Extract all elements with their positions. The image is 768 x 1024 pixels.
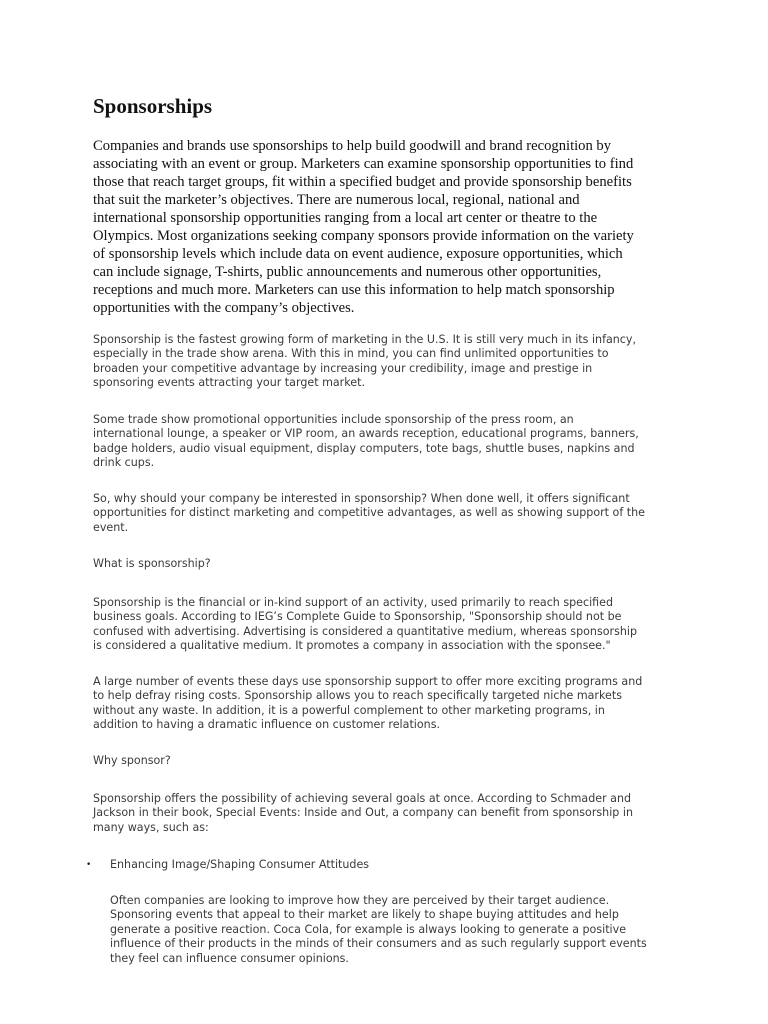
text-line: confused with advertising. Advertising is considered a quantitative medium, whereas sponsorship <box>93 624 638 638</box>
text-line: addition to having a dramatic influence on customer relations. <box>93 718 440 732</box>
goals-paragraph <box>93 792 683 835</box>
intro-paragraph <box>93 137 681 317</box>
text-line: international lounge, a speaker or VIP room, an awards reception, educational programs, banners, <box>93 427 639 441</box>
list-item <box>86 858 683 872</box>
text-line: to help defray rising costs. Sponsorship allows you to reach specifically targeted niche markets <box>93 689 622 703</box>
what-is-sponsorship-heading <box>93 557 683 571</box>
text-line: drink cups. <box>93 456 155 470</box>
text-line: international sponsorship opportunities ranging from a local art center or theatre to the <box>93 210 598 226</box>
text-line: sponsoring events attracting your target market. <box>93 376 365 390</box>
text-line: especially in the trade show arena. With this in mind, you can find unlimited opportunities to <box>93 347 609 361</box>
why-interested-paragraph <box>93 492 683 535</box>
heading-text: What is sponsorship? <box>93 557 211 570</box>
text-line: badge holders, audio visual equipment, display computers, tote bags, shuttle buses, napkins and <box>93 441 635 455</box>
text-line: without any waste. In addition, it is a powerful complement to other marketing programs, in <box>93 703 605 717</box>
page-title: Sponsorships <box>93 94 213 118</box>
text-line: opportunities for distinct marketing and competitive advantages, as well as showing support of the <box>93 506 645 520</box>
text-line: generate a positive reaction. Coca Cola, for example is always looking to generate a positive <box>110 922 627 936</box>
text-line: those that reach target groups, fit within a specified budget and provide sponsorship benefits <box>93 174 632 190</box>
fastest-growing-paragraph <box>93 333 683 391</box>
bullet-icon: • <box>86 860 92 870</box>
text-line: influence of their products in the minds of their consumers and as such regularly support events <box>110 937 647 951</box>
text-line: Often companies are looking to improve how they are perceived by their target audience. <box>110 894 610 907</box>
text-line: event. <box>93 520 129 534</box>
trade-show-opportunities-paragraph <box>93 413 683 471</box>
text-line: Sponsorship is the fastest growing form of marketing in the U.S. It is still very much in its infancy, <box>93 333 636 346</box>
text-line: Sponsoring events that appeal to their market are likely to shape buying attitudes and help <box>110 908 619 922</box>
text-line: is considered a qualitative medium. It promotes a company in association with the sponsee." <box>93 639 611 653</box>
heading-text: Why sponsor? <box>93 754 171 767</box>
list-item-label: Enhancing Image/Shaping Consumer Attitudes <box>110 858 370 871</box>
text-line: they feel can influence consumer opinions. <box>110 951 349 965</box>
text-line: opportunities with the company’s objectives. <box>93 300 355 316</box>
text-line: Jackson in their book, Special Events: Inside and Out, a company can benefit from sponsorship in <box>93 806 633 820</box>
why-sponsor-heading <box>93 754 683 768</box>
image-shaping-paragraph <box>110 894 683 966</box>
text-line: So, why should your company be interested in sponsorship? When done well, it offers significant <box>93 492 630 505</box>
text-line: Olympics. Most organizations seeking company sponsors provide information on the variety <box>93 228 634 244</box>
text-line: receptions and much more. Marketers can use this information to help match sponsorship <box>93 282 615 298</box>
text-line: Some trade show promotional opportunities include sponsorship of the press room, an <box>93 413 574 426</box>
text-line: Sponsorship is the financial or in-kind support of an activity, used primarily to reach specified <box>93 596 614 609</box>
text-line: Sponsorship offers the possibility of achieving several goals at once. According to Schmader and <box>93 792 632 805</box>
definition-paragraph <box>93 596 683 654</box>
text-line: of sponsorship levels which include data on event audience, exposure opportunities, which <box>93 246 623 262</box>
text-line: A large number of events these days use sponsorship support to offer more exciting programs and <box>93 675 643 688</box>
text-line: business goals. According to IEG’s Complete Guide to Sponsorship, "Sponsorship should not be <box>93 610 622 624</box>
text-line: that suit the marketer’s objectives. There are numerous local, regional, national and <box>93 192 580 208</box>
text-line: can include signage, T-shirts, public announcements and numerous other opportunities, <box>93 264 602 280</box>
text-line: Companies and brands use sponsorships to help build goodwill and brand recognition by <box>93 138 612 154</box>
text-line: many ways, such as: <box>93 820 209 834</box>
text-line: broaden your competitive advantage by increasing your credibility, image and prestige in <box>93 361 593 375</box>
text-line: associating with an event or group. Marketers can examine sponsorship opportunities to find <box>93 156 634 172</box>
events-support-paragraph <box>93 675 683 733</box>
